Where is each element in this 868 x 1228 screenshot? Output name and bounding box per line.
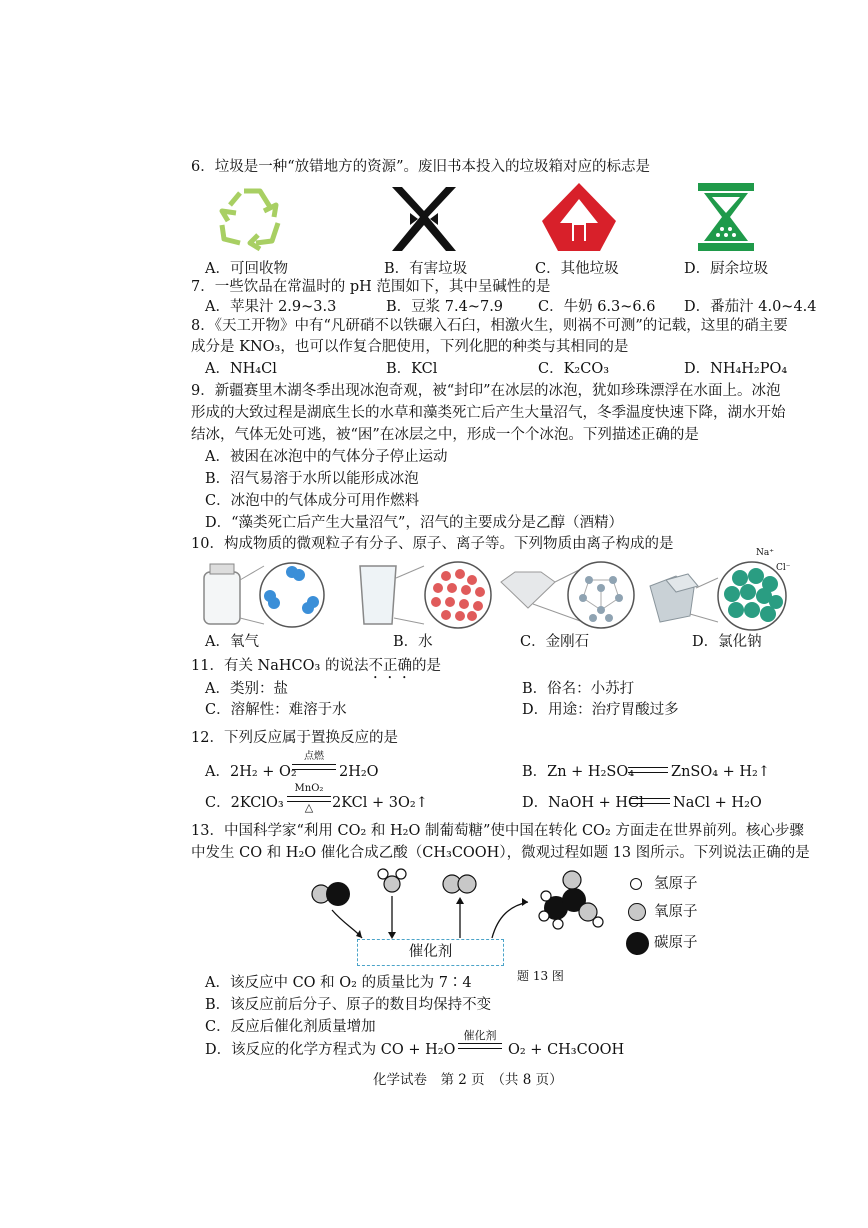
legend-carbon: 碳原子	[654, 935, 698, 951]
catalyst-box: 催化剂	[357, 939, 504, 966]
q12-option-a-condition: 点燃	[304, 751, 324, 762]
q12-option-d-equals	[630, 798, 670, 804]
q10-option-b[interactable]: B．水	[393, 634, 433, 650]
oxygen-molecule-figure	[200, 558, 330, 630]
q13-option-d-condition: 催化剂	[463, 1029, 497, 1042]
q13-option-a[interactable]: A．该反应中 CO 和 O₂ 的质量比为 7∶4	[205, 975, 472, 991]
q11-stem-pre: 11．有关 NaHCO₃ 的说法	[191, 658, 369, 674]
q13-option-d-right: O₂ + CH₃COOH	[508, 1042, 625, 1058]
hydrogen-atom-legend-icon	[630, 878, 642, 890]
q12-option-b-right: ZnSO₄ + H₂↑	[671, 764, 771, 780]
q13-option-d-arrow	[458, 1030, 502, 1049]
page-footer: 化学试卷 第 2 页 （共 8 页）	[373, 1072, 563, 1088]
q8-option-a[interactable]: A．NH₄Cl	[205, 361, 277, 377]
carbon-atom-legend-icon	[626, 932, 649, 955]
q8-option-c[interactable]: C．K₂CO₃	[538, 361, 610, 377]
q8-line-2: 成分是 KNO₃，也可以作复合肥使用，下列化肥的种类与其相同的是	[191, 339, 629, 355]
q9-line-1: 9．新疆赛里木湖冬季出现冰泡奇观，被“封印”在冰层的冰泡，犹如珍珠漂浮在水面上。冰泡	[191, 383, 781, 399]
q13-option-c[interactable]: C．反应后催化剂质量增加	[205, 1019, 376, 1035]
na-ion-label: Na⁺	[756, 548, 774, 558]
q12-option-a-arrow	[292, 752, 336, 770]
q12-option-a-left[interactable]: A．2H₂ + O₂	[205, 764, 297, 780]
q13-option-d-left[interactable]: D．该反应的化学方程式为 CO + H₂O	[205, 1042, 456, 1058]
q7-option-a[interactable]: A．苹果汁 2.9~3.3	[205, 299, 337, 315]
q6-option-c[interactable]: C．其他垃圾	[535, 261, 619, 277]
q9-line-3: 结冰，气体无处可逃，被“困”在冰层之中，形成一个个冰泡。下列描述正确的是	[191, 427, 699, 443]
q6-stem: 6．垃圾是一种“放错地方的资源”。废旧书本投入的垃圾箱对应的标志是	[191, 159, 651, 175]
q8-line-1: 8．《天工开物》中有“凡研硝不以铁碾入石臼，相激火生，则祸不可测”的记载，这里的硝主要	[191, 318, 788, 334]
diamond-structure-figure	[497, 558, 637, 630]
water-molecule-figure	[356, 558, 496, 630]
hazardous-waste-icon	[388, 185, 460, 253]
food-waste-icon	[696, 181, 756, 253]
q12-stem: 12．下列反应属于置换反应的是	[191, 730, 398, 746]
q8-option-d[interactable]: D．NH₄H₂PO₄	[684, 361, 788, 377]
q9-option-a[interactable]: A．被困在冰泡中的气体分子停止运动	[205, 449, 448, 465]
q7-option-d[interactable]: D．番茄汁 4.0~4.4	[684, 299, 817, 315]
q12-option-c-right: 2KCl + 3O₂↑	[332, 795, 428, 811]
legend-oxygen: 氧原子	[654, 904, 698, 920]
q13-option-b[interactable]: B．该反应前后分子、原子的数目均保持不变	[205, 997, 492, 1013]
q12-option-a-right: 2H₂O	[339, 764, 379, 780]
q7-option-c[interactable]: C．牛奶 6.3~6.6	[538, 299, 656, 315]
q7-option-b[interactable]: B．豆浆 7.4~7.9	[386, 299, 504, 315]
q6-option-a[interactable]: A．可回收物	[205, 261, 288, 277]
q9-line-2: 形成的大致过程是湖底生长的水草和藻类死亡后产生大量沼气，冬季温度快速下降，湖水开始	[191, 405, 786, 421]
cl-ion-label: Cl⁻	[776, 563, 791, 573]
sodium-chloride-figure	[646, 556, 796, 632]
q12-option-c-catalyst: MnO₂	[294, 783, 324, 794]
q10-option-d[interactable]: D．氯化钠	[692, 634, 762, 650]
q8-option-b[interactable]: B．KCl	[386, 361, 438, 377]
q12-option-d-right: NaCl + H₂O	[673, 795, 762, 811]
q13-figure-caption: 题 13 图	[517, 969, 564, 983]
q9-option-c[interactable]: C．冰泡中的气体成分可用作燃料	[205, 493, 420, 509]
q9-option-d[interactable]: D．“藻类死亡后产生大量沼气”，沼气的主要成分是乙醇（酒精）	[205, 515, 623, 531]
q10-option-c[interactable]: C．金刚石	[520, 634, 590, 650]
q10-option-a[interactable]: A．氧气	[205, 634, 259, 650]
q12-option-b-equals	[628, 767, 668, 773]
q11-option-a[interactable]: A．类别：盐	[205, 681, 288, 697]
q11-stem-post: 的是	[411, 658, 441, 674]
q12-option-c-arrow	[287, 784, 331, 813]
q9-option-b[interactable]: B．沼气易溶于水所以能形成冰泡	[205, 471, 419, 487]
legend-hydrogen: 氢原子	[654, 876, 698, 892]
q12-option-c-heat: △	[304, 801, 314, 814]
other-waste-icon	[540, 181, 618, 253]
q6-option-d[interactable]: D．厨余垃圾	[684, 261, 769, 277]
q10-stem: 10．构成物质的微观粒子有分子、原子、离子等。下列物质由离子构成的是	[191, 536, 674, 552]
q12-option-c-left[interactable]: C．2KClO₃	[205, 795, 284, 811]
q11-stem-emphasis: 不正确	[368, 658, 412, 674]
q11-option-d[interactable]: D．用途：治疗胃酸过多	[522, 702, 679, 718]
q12-option-d-left[interactable]: D．NaOH + HCl	[522, 795, 644, 811]
q11-option-c[interactable]: C．溶解性：难溶于水	[205, 702, 347, 718]
q6-option-b[interactable]: B．有害垃圾	[384, 261, 468, 277]
q13-line-1: 13．中国科学家“利用 CO₂ 和 H₂O 制葡萄糖”使中国在转化 CO₂ 方面走在世界前列。核心步骤	[191, 823, 804, 839]
q13-line-2: 中发生 CO 和 H₂O 催化合成乙酸（CH₃COOH），微观过程如题 13 图所示。下列说法正确的是	[191, 845, 810, 861]
q11-option-b[interactable]: B．俗名：小苏打	[522, 681, 635, 697]
q7-stem: 7．一些饮品在常温时的 pH 范围如下，其中呈碱性的是	[191, 279, 551, 295]
q12-option-b-left[interactable]: B．Zn + H₂SO₄	[522, 764, 635, 780]
recycle-icon	[214, 183, 290, 253]
oxygen-atom-legend-icon	[628, 903, 646, 921]
